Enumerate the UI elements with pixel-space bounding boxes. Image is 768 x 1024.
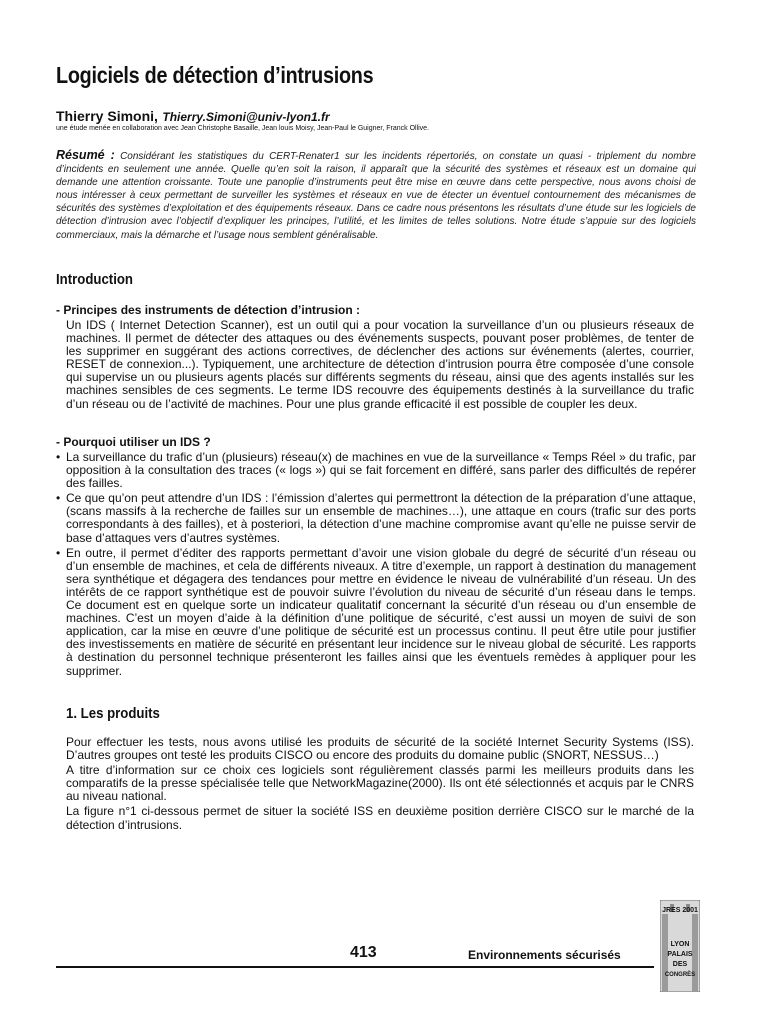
paragraph: La figure n°1 ci-dessous permet de situer la société ISS en deuxième position derrière CISCO sur le marché de la détection d’intrusions. (66, 804, 694, 832)
list-item (56, 547, 696, 678)
logo-line: LYON (670, 941, 690, 948)
subheading-principles: - Principes des instruments de détection d’intrusion : (56, 303, 361, 317)
footer-section-label: Environnements sécurisés (468, 948, 621, 962)
document-title: Logiciels de détection d’intrusions (56, 62, 374, 88)
author-line (56, 108, 330, 126)
section-heading-products: 1. Les produits (66, 705, 160, 722)
principles-paragraph: Un IDS ( Internet Detection Scanner), est un outil qui a pour vocation la surveillance d’un ou plusieurs réseaux de machines. Il permet de détecter des attaques ou des événements suspects, pouvant poser problèmes, de tenter de les supprimer en suggérant des actions correctives, de déclencher des actions sur événements (alertes, courrier, RESET de connexion...). Typiquement, une architecture de détection d’intrusion pourra être composée d’une console qui supervise un ou plusieurs agents placés sur différents segments du réseau, ainsi que des agents installés sur les machines sensibles de ces segments. Le terme IDS recouvre des équipements destinés à la surveillance du trafic d’un réseau ou de l’activité de machines. Pour une plus grande efficacité il est possible de coupler les deux. (66, 318, 694, 411)
logo-line: PALAIS (667, 951, 693, 958)
collaboration-note: une étude menée en collaboration avec Jean Christophe Basaille, Jean louis Moisy, Jean-Paul le Guigner, Franck Ollive. (56, 125, 430, 132)
author-name: Thierry Simoni, (56, 108, 158, 124)
list-item-text: En outre, il permet d’éditer des rapports permettant d’avoir une vision globale du degré de sécurité d’un réseau ou d’un ensemble de machines, et cela de différents niveaux. A titre d’exemple, un rapport à destination du management sera synthétique et dégagera des tendances pour mettre en évidence le niveau de vulnérabilité d’un réseau. Un des intérêts de ce rapport synthétique est de pouvoir suivre l’évolution du niveau de sécurité d’un réseau dans le temps. Ce document est en quelque sorte un indicateur qualitatif concernant la sécurité d’un réseau ou d’un ensemble de machines. C’est un moyen d’aide à la définition d’une politique de sécurité, c’est aussi un moyen de suivi de son application, car la mise en œuvre d’une politique de sécurité est un processus continu. Il peut être utile pour justifier des investissements en matière de sécurité en présentant leur incidence sur le niveau global de sécurité. Les rapports à destination du personnel technique présenteront les failles ainsi que les éventuels remèdes à appliquer pour les supprimer. (66, 545, 696, 678)
abstract-text: Considérant les statistiques du CERT-Renater1 sur les incidents répertoriés, on constate un quasi - triplement du nombre d’incidents en seulement une année. Quelle qu’en soit la raison, il apparaît que la sécurité des systèmes et réseaux est un domaine qui demande une attention croissante. Toute une panoplie d’instruments peut être mise en œuvre dans cette perspective, nous avons choisi de nous intéresser à ceux permettant de surveiller les systèmes et réseaux en vue de étecter un éventuel contournement des mécanismes de sécurités des systèmes d’exploitation et des équipements réseaux. Dans ce cadre nous présentons les résultats d’une étude sur les logiciels de détection d’intrusion avec l’objectif d’expliquer les principes, l’utilité, et les limites de telles solutions. Notre étude s’appuie sur des logiciels commerciaux, mais la démarche et l’usage nous semblent généralisable. (56, 151, 696, 241)
author-email: Thierry.Simoni@univ-lyon1.fr (162, 110, 330, 124)
list-item-text: Ce que qu’on peut attendre d’un IDS : l’émission d’alertes qui permettront la détection de la préparation d’une attaque, (scans massifs à la recherche de failles sur un ensemble de machines…), une attaque en cours (trafic sur des ports correspondants à des failles), et à posteriori, la détection d’une machine compromise avant qu’elle ne puisse servir de base d’attaques vers d’autres systèmes. (66, 491, 696, 545)
list-item (56, 492, 696, 544)
jres-logo-icon (660, 900, 700, 992)
logo-line: CONGRÈS (664, 972, 696, 978)
bullet-icon: • (56, 545, 61, 560)
abstract (56, 149, 696, 242)
subheading-why-ids: - Pourquoi utiliser un IDS ? (56, 435, 211, 449)
logo-line: DES (672, 961, 688, 968)
why-ids-list (56, 451, 696, 680)
products-body (66, 736, 694, 834)
logo-line: JRES 2001 (662, 907, 698, 914)
section-heading-introduction: Introduction (56, 271, 133, 288)
paragraph: Pour effectuer les tests, nous avons utilisé les produits de sécurité de la société Internet Security Systems (ISS). D’autres groupes ont testé les produits CISCO ou encore des produits du domaine public (SNORT, NESSUS…) (66, 735, 694, 763)
list-item-text: La surveillance du trafic d’un (plusieurs) réseau(x) de machines en vue de la surveillance « Temps Réel » du trafic, par opposition à la consultation des traces (« logs ») qui se fait forcement en différé, sans parler des difficultés de repérer des failles. (66, 450, 696, 491)
abstract-label: Résumé : (56, 148, 115, 162)
bullet-icon: • (56, 450, 61, 464)
bullet-icon: • (56, 491, 61, 506)
page-number: 413 (350, 944, 377, 961)
footer-rule (56, 966, 654, 968)
list-item (56, 451, 696, 490)
paragraph: A titre d’information sur ce choix ces logiciels sont régulièrement classés parmi les meilleurs produits dans les comparatifs de la presse spécialisée telle que NetworkMagazine(2000). Ils ont été sélectionnés et acquis par le CNRS au niveau national. (66, 763, 694, 804)
